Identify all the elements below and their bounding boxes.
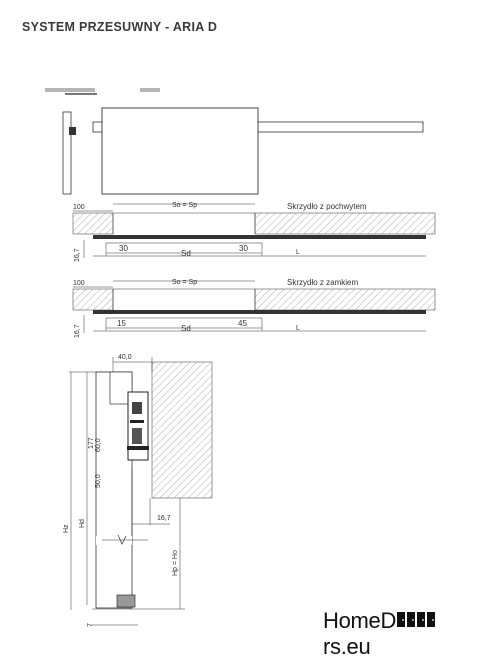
caption-handle: Skrzydło z pochwytem	[287, 202, 367, 211]
rail-legend-small	[140, 88, 160, 92]
profile-clip	[69, 127, 76, 135]
l-label-2: L	[296, 325, 300, 332]
wall-section	[152, 362, 212, 498]
brand-logo	[323, 608, 480, 660]
dim-15: 15	[117, 319, 126, 328]
dim-100: 100	[73, 204, 85, 211]
wall-left	[73, 213, 113, 234]
dim-60: 60,0	[95, 438, 102, 452]
page-title: SYSTEM PRZESUWNY - ARIA D	[22, 20, 218, 34]
so-sp-label-2: So = Sp	[172, 279, 198, 286]
rail-legend-line	[65, 93, 97, 95]
dim-16-7: 16,7	[74, 248, 81, 262]
track-profile	[127, 392, 149, 460]
front-elevation	[45, 88, 423, 194]
wall-left-2	[73, 289, 113, 310]
dim-16-7-2: 16,7	[74, 324, 81, 338]
wall-right-2	[255, 289, 435, 310]
sd-label-2: Sd	[181, 324, 191, 333]
dim-30-right: 30	[239, 244, 248, 253]
doors-icon	[396, 611, 436, 628]
dim-100-2: 100	[73, 280, 85, 287]
dim-7: 7	[87, 623, 94, 627]
hp-ho-label: Hp = Ho	[172, 550, 179, 576]
rail-legend-bar	[45, 88, 95, 92]
wall-profile	[63, 112, 71, 194]
hd-label: Hd	[79, 519, 86, 528]
dim-40: 40,0	[118, 354, 132, 361]
brand-prefix: HomeD	[323, 608, 397, 633]
door-section	[96, 372, 132, 608]
l-label: L	[296, 249, 300, 256]
wall-right	[255, 213, 435, 234]
door-leaf-top	[93, 235, 426, 239]
cross-section	[63, 354, 212, 627]
dim-50: 50,0	[95, 474, 102, 488]
brand-suffix: rs.eu	[323, 634, 371, 659]
plan-view-lock	[73, 278, 435, 338]
so-sp-label: So = Sp	[172, 202, 198, 209]
dim-45: 45	[238, 319, 247, 328]
plan-view-handle	[73, 202, 435, 262]
dim-16-7-section: 16,7	[157, 515, 171, 522]
sd-label: Sd	[181, 249, 191, 258]
door-panel	[102, 108, 258, 194]
door-leaf-bottom	[93, 310, 426, 314]
hz-label: Hz	[63, 524, 70, 533]
dim-30-left: 30	[119, 244, 128, 253]
dim-177: 177	[88, 437, 95, 449]
floor-guide	[117, 595, 135, 607]
caption-lock: Skrzydło z zamkiem	[287, 278, 359, 287]
